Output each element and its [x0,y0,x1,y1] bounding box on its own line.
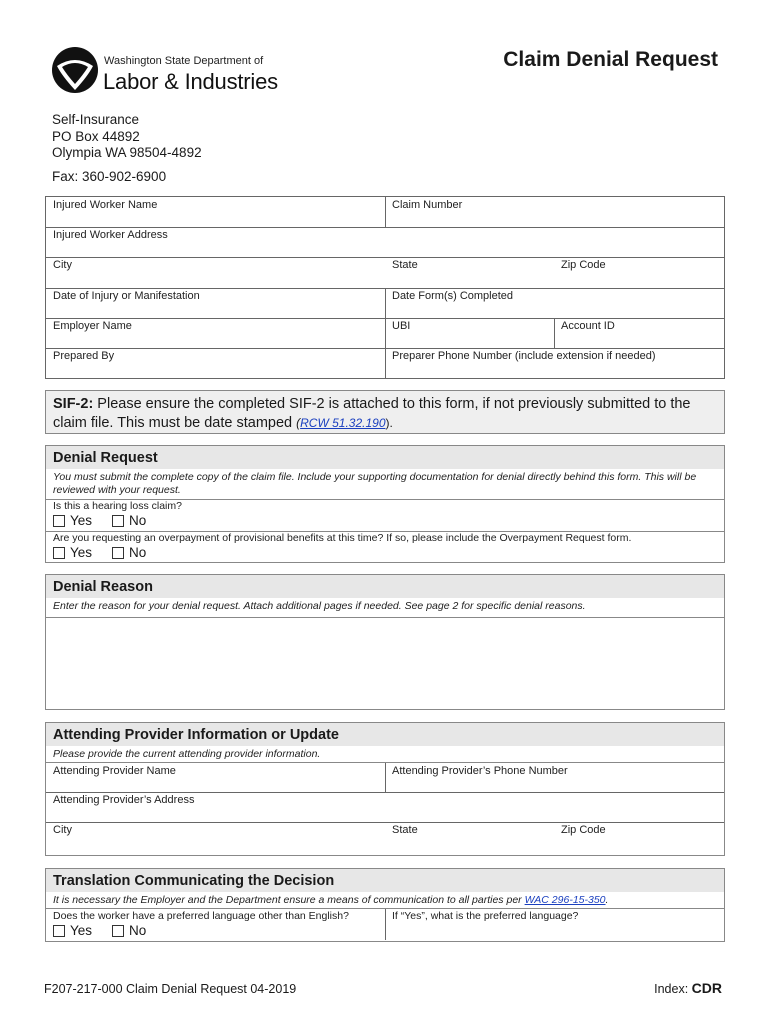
lni-logo-icon [52,46,98,94]
preparer-phone-field[interactable]: Preparer Phone Number (include extension if needed) [392,350,656,362]
rcw-link[interactable]: RCW 51.32.190 [300,416,386,430]
hearing-loss-options [46,512,724,529]
language-no-checkbox[interactable] [112,925,124,937]
account-id-field[interactable]: Account ID [561,320,615,332]
agency-name-line1: Washington State Department of [104,55,264,67]
denial-request-title: Denial Request [46,446,724,469]
sif2-close-paren: ). [385,416,393,430]
attending-provider-title: Attending Provider Information or Update [46,723,724,746]
translation-note-end: . [605,894,609,906]
agency-name-line2: Labor & Industries [103,69,278,94]
overpayment-yes-checkbox[interactable] [53,547,65,559]
yes-label: Yes [70,545,93,560]
overpayment-options [46,544,724,561]
overpayment-no-checkbox[interactable] [112,547,124,559]
language-yes-checkbox[interactable] [53,925,65,937]
no-label: No [129,513,147,528]
denial-reason-textarea[interactable] [46,617,724,710]
provider-phone-field[interactable]: Attending Provider’s Phone Number [392,765,568,777]
translation-note-text: It is necessary the Employer and the Department ensure a means of communication to all parties per [53,894,525,906]
sif2-text: Please ensure the completed SIF-2 is attached to this form, if not previously submitted to the claim file. This must be date stamped [53,396,691,431]
no-label: No [129,923,147,938]
claim-number-field[interactable]: Claim Number [392,199,463,211]
city-field[interactable]: City [53,259,72,271]
mailing-address [52,112,202,162]
address-line1: Self-Insurance [52,112,140,127]
injured-worker-address-field[interactable]: Injured Worker Address [53,229,168,241]
provider-state-field[interactable]: State [392,824,418,836]
employer-name-field[interactable]: Employer Name [53,320,132,332]
hearing-loss-question: Is this a hearing loss claim? [53,500,182,512]
translation-title: Translation Communicating the Decision [46,869,724,892]
provider-address-field[interactable]: Attending Provider’s Address [53,794,195,806]
denial-reason-note: Enter the reason for your denial request. Attach additional pages if needed. See page 2 for specific denial reasons. [53,600,586,612]
state-field[interactable]: State [392,259,418,271]
index-code: CDR [691,980,722,996]
denial-request-section [45,445,725,563]
address-line3: Olympia WA 98504-4892 [52,145,202,160]
hearing-loss-yes-checkbox[interactable] [53,515,65,527]
translation-note [46,892,724,908]
denial-request-note: You must submit the complete copy of the claim file. Include your supporting documentation for denial directly behind this form. This will be reviewed with your request. [53,471,697,496]
form-title: Claim Denial Request [503,48,718,71]
denial-reason-section [45,574,725,710]
preferred-language-question: Does the worker have a preferred language other than English? [53,910,349,922]
overpayment-question: Are you requesting an overpayment of provisional benefits at this time? If so, please include the Overpayment Request form. [53,532,632,544]
prepared-by-field[interactable]: Prepared By [53,350,115,362]
form-id: F207-217-000 Claim Denial Request 04-2019 [44,982,297,996]
hearing-loss-no-checkbox[interactable] [112,515,124,527]
wac-link[interactable]: WAC 296-15-350 [524,894,606,906]
fax-number: Fax: 360-902-6900 [52,169,167,184]
no-label: No [129,545,147,560]
provider-name-field[interactable]: Attending Provider Name [53,765,176,777]
sif2-label: SIF-2: [53,396,94,412]
zip-code-field[interactable]: Zip Code [561,259,606,271]
denial-reason-title: Denial Reason [46,575,724,598]
attending-provider-note: Please provide the current attending provider information. [53,748,321,760]
date-completed-field[interactable]: Date Form(s) Completed [392,290,514,302]
index-label: Index: [654,982,692,996]
sif2-notice [45,390,725,434]
date-of-injury-field[interactable]: Date of Injury or Manifestation [53,290,200,302]
address-line2: PO Box 44892 [52,128,140,144]
preferred-language-field[interactable]: If “Yes”, what is the preferred language? [392,910,579,922]
sif2-open-paren: ( [296,416,301,430]
preferred-language-options [46,922,173,939]
worker-info-grid [45,196,725,379]
provider-city-field[interactable]: City [53,824,72,836]
yes-label: Yes [70,513,93,528]
translation-section [45,868,725,942]
injured-worker-name-field[interactable]: Injured Worker Name [53,199,158,211]
attending-provider-section [45,722,725,856]
ubi-field[interactable]: UBI [392,320,411,332]
yes-label: Yes [70,923,93,938]
form-index [654,980,722,996]
provider-zip-field[interactable]: Zip Code [561,824,606,836]
